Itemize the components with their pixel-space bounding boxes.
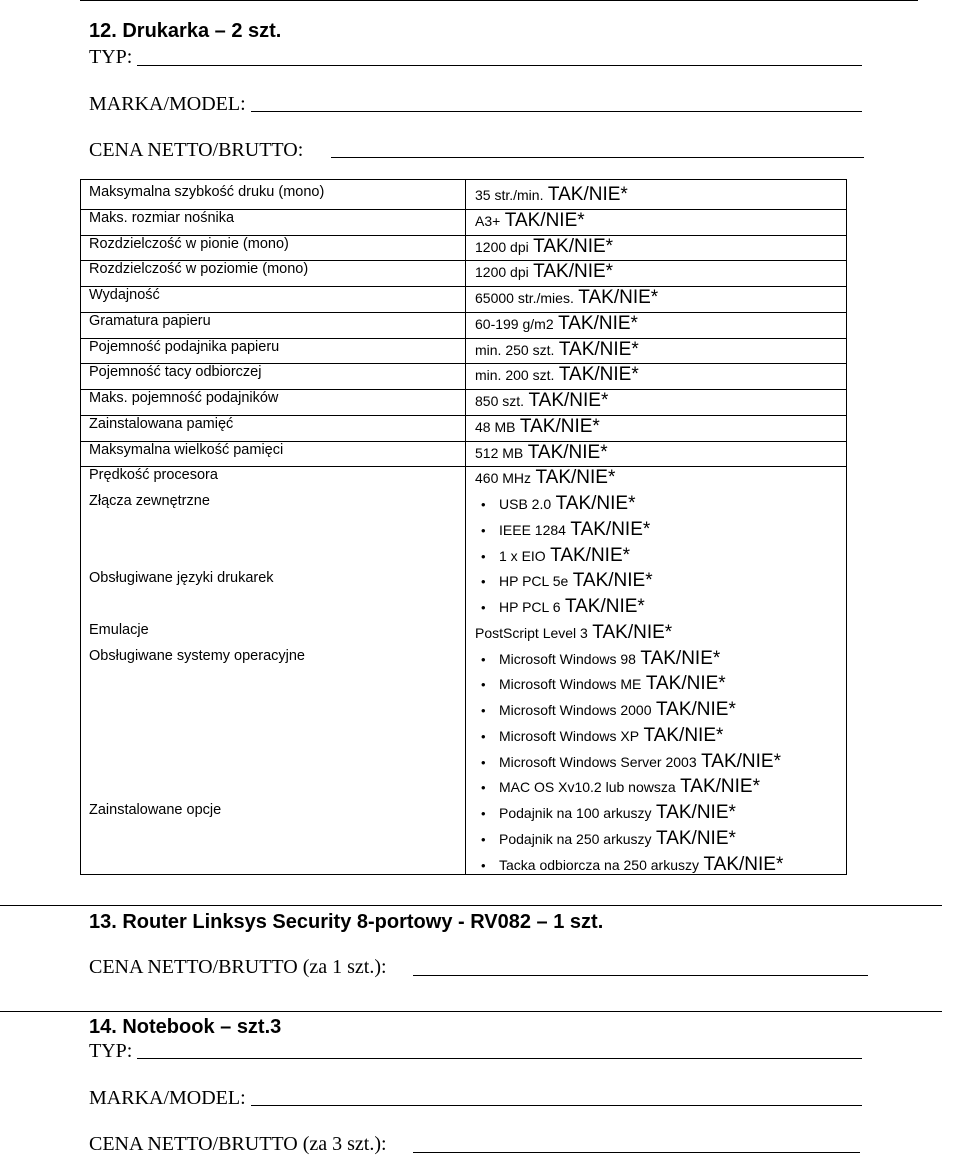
tak-nie-choice[interactable]: TAK/NIE*: [558, 364, 639, 386]
spec-table: [80, 179, 847, 875]
spec-value-cell: [475, 416, 600, 438]
spec-label: Gramatura papieru: [89, 312, 211, 329]
item12-typ-label: TYP:: [89, 46, 133, 68]
item13-heading: 13. Router Linksys Security 8-portowy - RV082 – 1 szt.: [89, 911, 604, 933]
spec-value-cell: [475, 493, 635, 515]
spec-value: 48 MB: [475, 418, 516, 435]
spec-label: Prędkość procesora: [89, 467, 218, 484]
bullet-icon: •: [481, 574, 486, 590]
tak-nie-choice[interactable]: TAK/NIE*: [564, 596, 645, 617]
spec-value-cell: [475, 828, 736, 850]
bullet-icon: •: [481, 780, 486, 796]
spec-value-cell: [475, 287, 658, 309]
bullet-icon: •: [481, 728, 486, 744]
tak-nie-choice[interactable]: TAK/NIE*: [701, 750, 781, 772]
separator-rule-13: [0, 905, 942, 906]
item14-price-label: CENA NETTO/BRUTTO (za 3 szt.):: [89, 1133, 387, 1155]
spec-value-cell: [475, 519, 650, 541]
spec-value-cell: [475, 339, 639, 361]
spec-value-cell: [475, 751, 781, 773]
spec-value-cell: [475, 545, 630, 567]
spec-value: 850 szt.: [475, 393, 525, 409]
tak-nie-choice[interactable]: TAK/NIE*: [555, 493, 636, 514]
spec-value-cell: [475, 442, 608, 464]
tak-nie-choice[interactable]: TAK/NIE*: [533, 261, 614, 283]
bullet-icon: •: [481, 806, 486, 821]
spec-label: Emulacje: [89, 621, 149, 638]
spec-value: 35 str./min.: [475, 187, 544, 203]
tak-nie-choice[interactable]: TAK/NIE*: [504, 209, 585, 231]
tak-nie-choice[interactable]: TAK/NIE*: [558, 338, 639, 360]
spec-value: min. 200 szt.: [475, 367, 555, 384]
spec-value-cell: [475, 725, 723, 747]
bullet-icon: •: [481, 857, 486, 873]
bullet-icon: •: [481, 600, 486, 615]
tak-nie-choice[interactable]: TAK/NIE*: [533, 235, 614, 257]
spec-value-cell: [475, 802, 736, 824]
spec-value: Microsoft Windows 2000: [499, 702, 652, 718]
spec-value-cell: [475, 673, 726, 695]
spec-value: Microsoft Windows ME: [499, 676, 642, 693]
item13-price-label: CENA NETTO/BRUTTO (za 1 szt.):: [89, 956, 387, 978]
spec-label: Obsługiwane języki drukarek: [89, 570, 274, 587]
spec-label: Zainstalowane opcje: [89, 802, 222, 818]
bullet-icon: •: [481, 651, 486, 667]
spec-value: Tacka odbiorcza na 250 arkuszy: [499, 856, 699, 873]
tak-nie-choice[interactable]: TAK/NIE*: [640, 647, 721, 669]
spec-value-cell: [475, 261, 613, 283]
spec-value-cell: [475, 596, 645, 618]
tak-nie-choice[interactable]: TAK/NIE*: [547, 184, 628, 205]
spec-value: 1 x EIO: [499, 547, 546, 564]
spec-value-cell: [475, 236, 613, 258]
item14-heading: 14. Notebook – szt.3: [89, 1016, 282, 1038]
spec-value: PostScript Level 3: [475, 624, 588, 641]
spec-value: 65000 str./mies.: [475, 290, 574, 306]
spec-label: Rozdzielczość w pionie (mono): [89, 235, 289, 252]
spec-label: Maksymalna wielkość pamięci: [89, 441, 284, 458]
tak-nie-choice[interactable]: TAK/NIE*: [655, 699, 736, 720]
bullet-icon: •: [481, 548, 486, 564]
spec-value-cell: [475, 364, 639, 386]
spec-value-cell: [475, 390, 608, 412]
top-rule: [80, 0, 918, 1]
bullet-icon: •: [481, 754, 486, 770]
item14-model-label: MARKA/MODEL:: [89, 1087, 246, 1109]
spec-value: IEEE 1284: [499, 521, 566, 538]
spec-value: Microsoft Windows 98: [499, 650, 636, 667]
bullet-icon: •: [481, 522, 486, 538]
spec-label: Zainstalowana pamięć: [89, 415, 234, 432]
item12-price-label: CENA NETTO/BRUTTO:: [89, 139, 304, 161]
spec-value-cell: [475, 648, 720, 670]
item12-price-field[interactable]: [331, 157, 864, 158]
item13-price-field[interactable]: [413, 975, 868, 976]
tak-nie-choice[interactable]: TAK/NIE*: [592, 621, 673, 643]
tak-nie-choice[interactable]: TAK/NIE*: [570, 518, 651, 540]
spec-value-cell: [475, 570, 653, 592]
spec-value: 512 MB: [475, 444, 524, 461]
spec-value-cell: [475, 184, 628, 206]
tak-nie-choice[interactable]: TAK/NIE*: [578, 287, 659, 308]
tak-nie-choice[interactable]: TAK/NIE*: [645, 673, 726, 695]
spec-value-cell: [475, 622, 672, 644]
spec-value: Microsoft Windows Server 2003: [499, 753, 697, 770]
spec-value: 60-199 g/m2: [475, 315, 554, 332]
separator-rule-14: [0, 1011, 942, 1012]
spec-value: USB 2.0: [499, 496, 552, 512]
tak-nie-choice[interactable]: TAK/NIE*: [656, 802, 736, 823]
spec-value-cell: [475, 699, 736, 721]
tak-nie-choice[interactable]: TAK/NIE*: [527, 441, 608, 463]
bullet-icon: •: [481, 677, 486, 693]
spec-value: Microsoft Windows XP: [499, 727, 640, 744]
item12-model-field[interactable]: [251, 111, 862, 112]
spec-table-divider: [465, 180, 466, 874]
spec-label: Wydajność: [89, 287, 160, 303]
spec-value-cell: [475, 210, 585, 232]
item14-price-field[interactable]: [413, 1152, 860, 1153]
spec-label: Pojemność tacy odbiorczej: [89, 364, 262, 381]
spec-label: Obsługiwane systemy operacyjne: [89, 647, 305, 664]
item12-typ-field[interactable]: [137, 65, 862, 66]
tak-nie-choice[interactable]: TAK/NIE*: [528, 390, 609, 411]
tak-nie-choice[interactable]: TAK/NIE*: [558, 312, 638, 334]
spec-value-cell: [475, 313, 638, 335]
item14-typ-field[interactable]: [137, 1058, 862, 1059]
spec-value: HP PCL 6: [499, 599, 561, 615]
tak-nie-choice[interactable]: TAK/NIE*: [519, 415, 600, 437]
spec-label: Maksymalna szybkość druku (mono): [89, 184, 325, 200]
item12-heading: 12. Drukarka – 2 szt.: [89, 20, 282, 42]
tak-nie-choice[interactable]: TAK/NIE*: [703, 853, 784, 875]
spec-label: Maks. pojemność podajników: [89, 390, 279, 406]
spec-row-divider: [81, 286, 846, 287]
spec-value-cell: [475, 467, 615, 489]
spec-label: Maks. rozmiar nośnika: [89, 209, 235, 226]
spec-value: 460 MHz: [475, 470, 532, 487]
spec-label: Pojemność podajnika papieru: [89, 338, 280, 355]
spec-value: Podajnik na 250 arkuszy: [499, 830, 652, 847]
spec-value: min. 250 szt.: [475, 341, 555, 358]
tak-nie-choice[interactable]: TAK/NIE*: [680, 776, 760, 798]
item12-model-label: MARKA/MODEL:: [89, 93, 246, 115]
item14-model-field[interactable]: [251, 1105, 862, 1106]
bullet-icon: •: [481, 831, 486, 847]
tak-nie-choice[interactable]: TAK/NIE*: [550, 544, 631, 566]
tak-nie-choice[interactable]: TAK/NIE*: [656, 827, 736, 849]
spec-value: 1200 dpi: [475, 264, 529, 281]
tak-nie-choice[interactable]: TAK/NIE*: [535, 467, 616, 489]
spec-value: MAC OS Xv10.2 lub nowsza: [499, 779, 676, 796]
bullet-icon: •: [481, 703, 486, 718]
spec-value-cell: [475, 854, 783, 876]
bullet-icon: •: [481, 497, 486, 512]
spec-value: A3+: [475, 212, 501, 229]
spec-value: HP PCL 5e: [499, 573, 569, 590]
spec-label: Rozdzielczość w poziomie (mono): [89, 261, 309, 278]
spec-value: Podajnik na 100 arkuszy: [499, 805, 652, 821]
tak-nie-choice[interactable]: TAK/NIE*: [572, 570, 653, 592]
spec-value-cell: [475, 776, 760, 798]
spec-label: Złącza zewnętrzne: [89, 493, 210, 509]
item14-typ-label: TYP:: [89, 1040, 133, 1062]
spec-value: 1200 dpi: [475, 238, 529, 255]
tak-nie-choice[interactable]: TAK/NIE*: [643, 724, 724, 746]
